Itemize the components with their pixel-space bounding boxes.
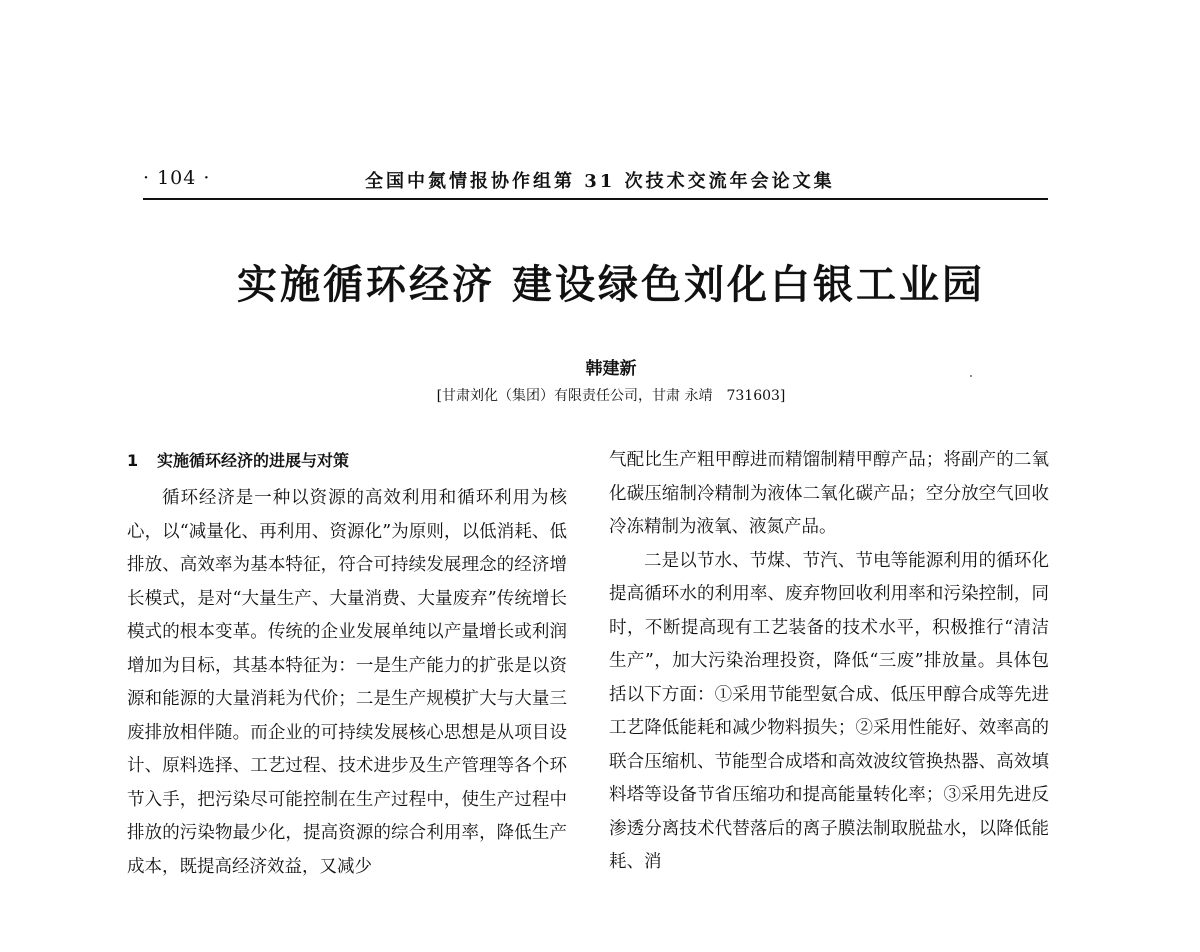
body-paragraph-continued: 气配比生产粗甲醇进而精馏制精甲醇产品；将副产的二氧化碳压缩制冷精制为液体二氧化碳产品；空分放空气回收冷冻精制为液氧、液氮产品。 xyxy=(609,450,1049,537)
section-number: 1 xyxy=(127,451,139,470)
journal-title: 全国中氮情报协作组第 31 次技术交流年会论文集 xyxy=(365,171,835,192)
left-column xyxy=(127,446,567,884)
page-number: · 104 · xyxy=(143,167,211,189)
body-paragraph: 循环经济是一种以资源的高效利用和循环利用为核心，以“减量化、再利用、资源化”为原则，以低消耗、低排放、高效率为基本特征，符合可持续发展理念的经济增长模式，是对“大量生产、大量消费、大量废弃”传统增长模式的根本变革。传统的企业发展单纯以产量增长或利润增加为目标，其基本特征为：一是生产能力的扩张是以资源和能源的大量消耗为代价；二是生产规模扩大与大量三废排放相伴随。而企业的可持续发展核心思想是从项目设计、原料选择、工艺过程、技术进步及生产管理等各个环节入手，把污染尽可能控制在生产过程中，使生产过程中排放的污染物最少化，提高资源的综合利用率，降低生产成本，既提高经济效益，又减少 xyxy=(127,488,567,877)
section-title: 实施循环经济的进展与对策 xyxy=(157,451,350,470)
author-name: 韩建新 xyxy=(585,359,637,379)
body-paragraph: 二是以节水、节煤、节汽、节电等能源利用的循环化提高循环水的利用率、废弃物回收利用率和污染控制，同时，不断提高现有工艺装备的技术水平，积极推行“清洁生产”，加大污染治理投资，降低“三废”排放量。具体包括以下方面：①采用节能型氨合成、低压甲醇合成等先进工艺降低能耗和减少物料损失；②采用性能好、效率高的联合压缩机、节能型合成塔和高效波纹管换热器、高效填料塔等设备节省压缩功和提高能量转化率；③采用先进反渗透分离技术代替落后的离子膜法制取脱盐水，以降低能耗、消 xyxy=(609,550,1049,872)
right-column xyxy=(609,444,1049,880)
author-affiliation: [甘肃刘化（集团）有限责任公司，甘肃 永靖 731603] xyxy=(436,388,786,404)
header-rule xyxy=(143,198,1048,200)
running-header xyxy=(143,163,1048,197)
section-heading xyxy=(127,446,567,476)
scan-speck xyxy=(970,375,972,377)
paper-title: 实施循环经济 建设绿色刘化白银工业园 xyxy=(237,261,985,308)
